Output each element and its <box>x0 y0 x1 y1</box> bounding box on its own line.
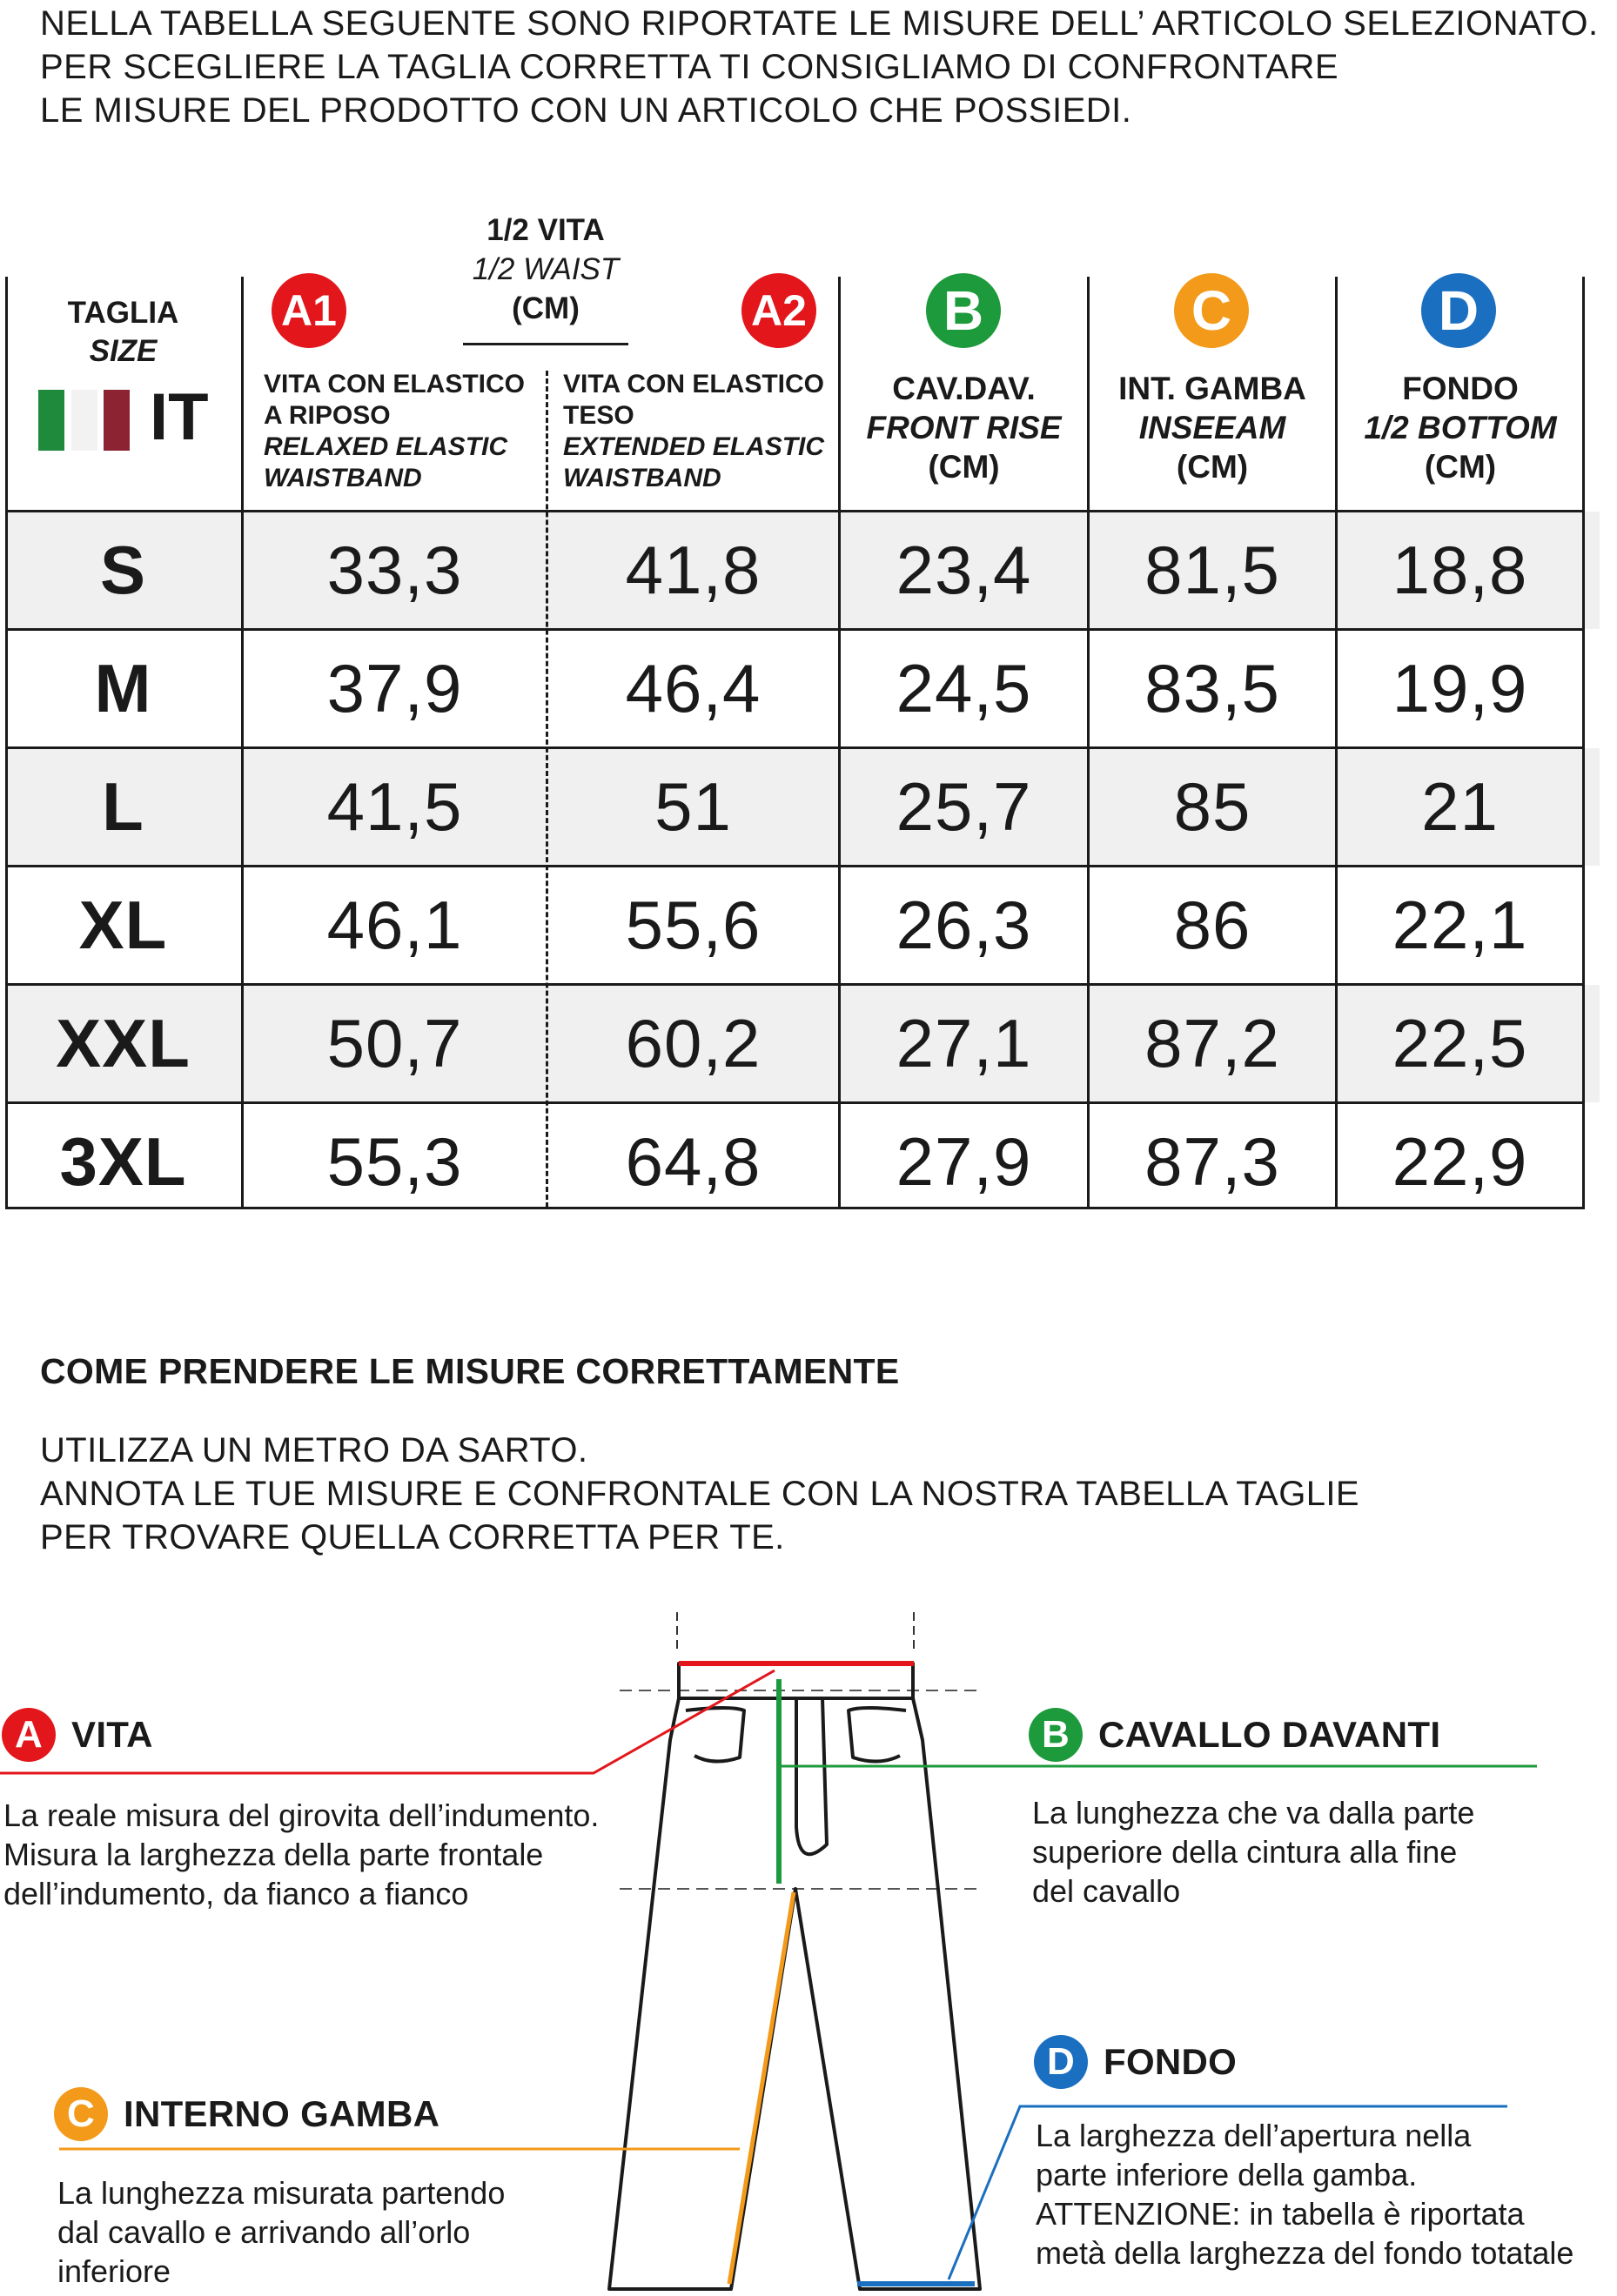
value-cell: 64,8 <box>625 1123 762 1200</box>
value-cell: 33,3 <box>326 532 463 608</box>
value-cell: 55,3 <box>326 1123 463 1200</box>
size-cell: L <box>102 768 144 845</box>
value-cell: 55,6 <box>625 887 762 963</box>
badge-a1: A1 <box>272 273 346 348</box>
badge-d-icon: D <box>1034 2035 1088 2089</box>
waist-group-label: 1/2 VITA <box>486 213 605 247</box>
waist-group-label-en: 1/2 WAIST <box>472 252 620 286</box>
size-cell: XL <box>78 887 168 963</box>
badge-d: D <box>1421 273 1496 348</box>
value-cell: 22,9 <box>1392 1123 1528 1200</box>
value-cell: 86 <box>1173 887 1251 963</box>
value-cell: 37,9 <box>326 650 463 726</box>
value-cell: 27,1 <box>896 1005 1032 1081</box>
section-b-desc <box>1032 1793 1474 1911</box>
value-cell: 87,2 <box>1144 1005 1280 1081</box>
desc-line: La larghezza dell’apertura nella <box>1036 2118 1472 2153</box>
value-cell: 24,5 <box>896 650 1032 726</box>
section-b-title <box>1029 1708 1440 1762</box>
section-c-desc <box>57 2173 505 2291</box>
col-label-en: EXTENDED ELASTIC <box>563 432 825 461</box>
value-cell: 51 <box>654 768 732 845</box>
value-cell: 50,7 <box>326 1005 463 1081</box>
howto-line: PER TROVARE QUELLA CORRETTA PER TE. <box>40 1518 785 1556</box>
desc-line: metà della larghezza del fondo totatale <box>1036 2235 1574 2271</box>
intro-line: PER SCEGLIERE LA TAGLIA CORRETTA TI CONSIGLIAMO DI CONFRONTARE <box>40 48 1339 86</box>
col-label-en: WAISTBAND <box>264 464 422 492</box>
col-unit: (CM) <box>1424 449 1497 485</box>
section-b-label: CAVALLO DAVANTI <box>1098 1714 1441 1755</box>
desc-line: La lunghezza misurata partendo <box>57 2175 506 2211</box>
section-a-label: VITA <box>71 1714 153 1755</box>
value-cell: 21 <box>1421 768 1499 845</box>
section-a-title <box>2 1708 153 1762</box>
section-d-label: FONDO <box>1104 2041 1238 2082</box>
value-cell: 26,3 <box>896 887 1032 963</box>
value-cell: 81,5 <box>1144 532 1280 608</box>
desc-line: parte inferiore della gamba. <box>1036 2157 1418 2192</box>
col-label: VITA CON ELASTICO <box>563 370 824 398</box>
col-label: A RIPOSO <box>264 401 391 430</box>
size-cell: 3XL <box>59 1123 187 1200</box>
size-cell: S <box>99 532 147 608</box>
value-cell: 87,3 <box>1144 1123 1280 1200</box>
desc-line: ATTENZIONE: in tabella è riportata <box>1036 2196 1525 2232</box>
col-label: TESO <box>563 401 634 430</box>
fly <box>796 1698 827 1854</box>
col-label-en: WAISTBAND <box>563 464 721 492</box>
col-label-en: FRONT RISE <box>866 410 1062 445</box>
intro-line: NELLA TABELLA SEGUENTE SONO RIPORTATE LE MISURE DELL’ ARTICOLO SELEZIONATO. <box>40 4 1599 43</box>
howto-title: COME PRENDERE LE MISURE CORRETTAMENTE <box>40 1351 900 1391</box>
intro-line: LE MISURE DEL PRODOTTO CON UN ARTICOLO CHE POSSIEDI. <box>40 91 1132 130</box>
value-cell: 46,1 <box>326 887 463 963</box>
badge-b: B <box>926 273 1001 348</box>
desc-line: superiore della cintura alla fine <box>1032 1834 1458 1870</box>
desc-line: La reale misura del girovita dell’indumento. <box>3 1797 600 1833</box>
value-cell: 22,1 <box>1392 887 1528 963</box>
section-c-title <box>54 2087 439 2141</box>
desc-line: del cavallo <box>1032 1873 1181 1909</box>
value-cell: 46,4 <box>625 650 762 726</box>
waist-group-unit: (CM) <box>512 291 580 325</box>
right-pocket <box>849 1708 906 1762</box>
trousers-outline <box>609 1663 980 2289</box>
value-cell: 85 <box>1173 768 1251 845</box>
size-region: IT <box>150 380 209 454</box>
howto-line: ANNOTA LE TUE MISURE E CONFRONTALE CON LA NOSTRA TABELLA TAGLIE <box>40 1475 1359 1513</box>
badge-b-icon: B <box>1029 1708 1083 1762</box>
value-cell: 83,5 <box>1144 650 1280 726</box>
size-header-label-en: SIZE <box>89 334 158 368</box>
col-label: CAV.DAV. <box>892 371 1036 406</box>
col-label-en: 1/2 BOTTOM <box>1364 410 1557 445</box>
value-cell: 23,4 <box>896 532 1032 608</box>
desc-line: dell’indumento, da fianco a fianco <box>3 1876 469 1911</box>
badge-c: C <box>1174 273 1249 348</box>
col-label-en: INSEEAM <box>1138 410 1286 445</box>
badge-a2: A2 <box>741 273 816 348</box>
size-header-label: TAGLIA <box>67 296 179 330</box>
waistband <box>679 1663 913 1698</box>
desc-line: La lunghezza che va dalla parte <box>1032 1795 1475 1831</box>
value-cell: 41,5 <box>326 768 463 845</box>
col-unit: (CM) <box>1176 449 1249 485</box>
inseam-measure-line <box>729 1892 794 2284</box>
value-cell: 22,5 <box>1392 1005 1528 1081</box>
value-cell: 41,8 <box>625 532 762 608</box>
section-c-label: INTERNO GAMBA <box>124 2093 440 2134</box>
col-label: FONDO <box>1402 371 1519 406</box>
desc-line: dal cavallo e arrivando all’orlo <box>57 2214 471 2250</box>
desc-line: Misura la larghezza della parte frontale <box>3 1837 544 1872</box>
section-d-title <box>1034 2035 1237 2089</box>
value-cell: 18,8 <box>1392 532 1528 608</box>
size-cell: M <box>94 650 152 726</box>
value-cell: 19,9 <box>1392 650 1528 726</box>
col-unit: (CM) <box>928 449 1000 485</box>
col-label-en: RELAXED ELASTIC <box>264 432 508 461</box>
value-cell: 25,7 <box>896 768 1032 845</box>
howto-line: UTILIZZA UN METRO DA SARTO. <box>40 1431 588 1469</box>
badge-a-icon: A <box>2 1708 56 1762</box>
size-cell: XXL <box>56 1005 191 1081</box>
desc-line: inferiore <box>57 2253 171 2289</box>
value-cell: 27,9 <box>896 1123 1032 1200</box>
badge-c-icon: C <box>54 2087 108 2141</box>
col-label: VITA CON ELASTICO <box>264 370 525 398</box>
section-d-desc <box>1036 2116 1573 2273</box>
col-label: INT. GAMBA <box>1118 371 1306 406</box>
section-a-desc <box>3 1796 599 1913</box>
value-cell: 60,2 <box>625 1005 762 1081</box>
